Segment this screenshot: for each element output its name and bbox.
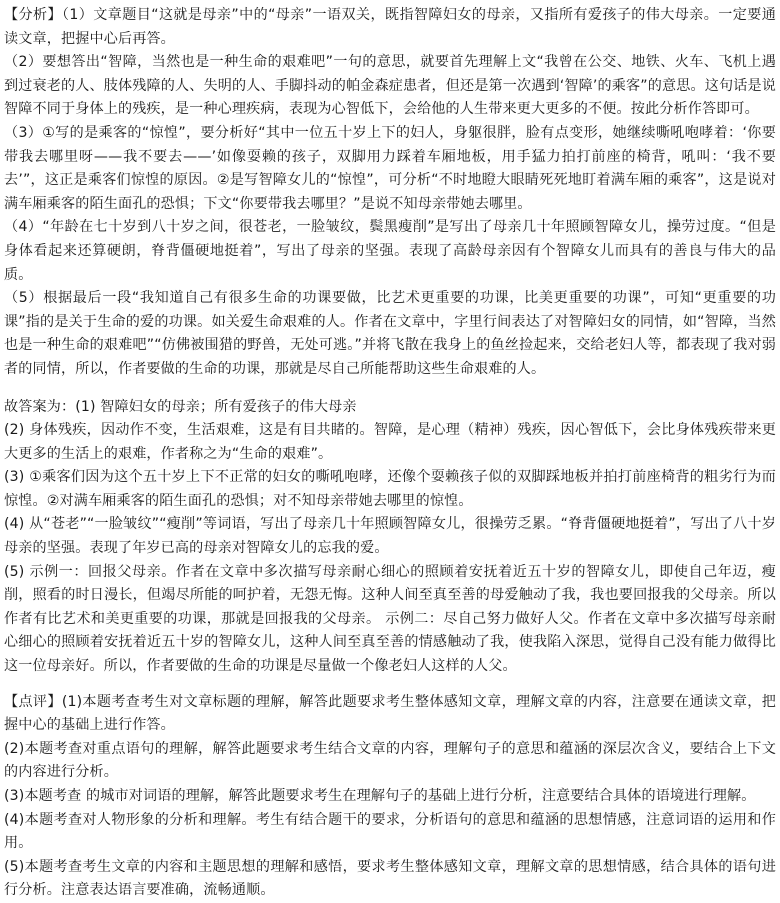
comment-paragraph-4: (4)本题考查对人物形象的分析和理解。考生有结合题干的要求，分析语句的意思和蕴涵的思想情感，注意词语的运用和作用。 xyxy=(4,811,776,852)
answer-section xyxy=(4,396,776,679)
comment-section xyxy=(4,691,776,903)
analysis-paragraph-5: （5）根据最后一段“我知道自己有很多生命的功课要做，比艺术更重要的功课，比美更重要的功课”，可知“更重要的功课”指的是关于生命的爱的功课。如关爱生命艰难的人。作者在文章中，字里行间表达了对智障妇女的同情，如“智障，当然也是一种生命的艰难吧”“仿佛被围猎的野兽，无处可逃。”并将飞散在我身上的鱼丝捡起来，交给老妇人等，都表现了我对弱者的同情，所以，作者要做的生命的功课，那就是尽自己所能帮助这些生命艰难的人。 xyxy=(4,290,776,377)
answer-paragraph-1: 故答案为：(1) 智障妇女的母亲；所有爱孩子的伟大母亲 xyxy=(4,398,357,415)
analysis-paragraph-4: （4）“年龄在七十岁到八十岁之间，很苍老，一脸皱纹，鬓黑瘦削”是写出了母亲几十年照顾智障女儿，操劳过度。“但是身体看起来还算硬朗，脊背僵硬地挺着”，写出了母亲的坚强。表现了高龄母亲因有个智障女儿而具有的善良与伟大的品质。 xyxy=(4,219,776,283)
answer-paragraph-5: (5) 示例一：回报父母亲。作者在文章中多次描写母亲耐心细心的照顾着安抚着近五十岁的智障女儿，即使自己年迈，瘦削，照看的时日漫长，但竭尽所能的呵护着，无怨无悔。这种人间至真至善的母爱触动了我，我也要回报我的父母亲。所以作者有比艺术和美更重要的功课，那就是回报我的父母亲。 示例二：尽自己努力做好人父。作者在文章中多次描写母亲耐心细心的照顾着安抚着近五十岁的智障女儿，这种人间至真至善的情感触动了我，使我陷入深思，觉得自己没有能力做得比这一位母亲好。所以，作者要做的生命的功课是尽量做一个像老妇人这样的人父。 xyxy=(4,563,776,675)
analysis-paragraph-2: （2）要想答出“智障，当然也是一种生命的艰难吧”一句的意思，就要首先理解上文“我曾在公交、地铁、火车、飞机上遇到过衰老的人、肢体残障的人、失明的人、手脚抖动的帕金森症患者，但还是第一次遇到‘智障’的乘客”的意思。这句话是说智障不同于身体上的残疾，是一种心理疾病，表现为心智低下，会给他的人生带来更大更多的不便。按此分析作答即可。 xyxy=(4,54,776,118)
section-spacer xyxy=(4,382,776,396)
answer-paragraph-4: (4) 从“苍老”“一脸皱纹”“瘦削”等词语，写出了母亲几十年照顾智障女儿，很操劳乏累。“脊背僵硬地挺着”，写出了八十岁母亲的坚强。表现了年岁已高的母亲对智障女儿的忘我的爱。 xyxy=(4,516,776,557)
answer-paragraph-3: (3) ①乘客们因为这个五十岁上下不正常的妇女的嘶吼咆哮，还像个耍赖孩子似的双脚踩地板并拍打前座椅背的粗劣行为而惊惶。②对满车厢乘客的陌生面孔的恐惧；对不知母亲带她去哪里的惊惶。 xyxy=(4,469,776,509)
answer-paragraph-2: (2) 身体残疾，因动作不变，生活艰难，这是有目共睹的。智障，是心理（精神）残疾，因心智低下，会比身体残疾带来更大更多的生活上的艰难，作者称之为“生命的艰难”。 xyxy=(4,422,776,462)
comment-paragraph-5: (5)本题考查考生文章的内容和主题思想的理解和感悟，要求考生整体感知文章，理解文章的思想情感，结合具体的语句进行分析。注意表达语言要准确，流畅通顺。 xyxy=(4,858,776,899)
comment-paragraph-1: 【点评】(1)本题考查考生对文章标题的理解，解答此题要求考生整体感知文章，理解文章的内容，注意要在通读文章，把握中心的基础上进行作答。 xyxy=(4,693,776,734)
comment-paragraph-3: (3)本题考查 的城市对词语的理解，解答此题要求考生在理解句子的基础上进行分析，注意要结合具体的语境进行理解。 xyxy=(4,788,756,804)
section-spacer xyxy=(4,679,776,691)
comment-paragraph-2: (2)本题考查对重点语句的理解，解答此题要求考生结合文章的内容，理解句子的意思和蕴涵的深层次含义，要结合上下文的内容进行分析。 xyxy=(4,740,776,781)
analysis-section xyxy=(4,4,776,382)
analysis-paragraph-3: （3）①写的是乘客的“惊惶”，要分析好“其中一位五十岁上下的妇人，身躯很胖，脸有点变形，她继续嘶吼咆哮着：‘你要带我去哪里呀——我不要去——’如像耍赖的孩子，双脚用力踩着车厢地板，用手猛力拍打前座的椅背，吼叫：‘我不要去’”，这正是乘客们惊惶的原因。②是写智障女儿的“惊惶”，可分析“不时地瞪大眼睛死死地盯着满车厢的乘客”，这是说对满车厢乘客的陌生面孔的恐惧；下文“你要带我去哪里？”是说不知母亲带她去哪里。 xyxy=(4,124,776,212)
analysis-paragraph-1: 【分析】（1）文章题目“这就是母亲”中的“母亲”一语双关，既指智障妇女的母亲，又指所有爱孩子的伟大母亲。一定要通读文章，把握中心后再答。 xyxy=(4,7,776,47)
